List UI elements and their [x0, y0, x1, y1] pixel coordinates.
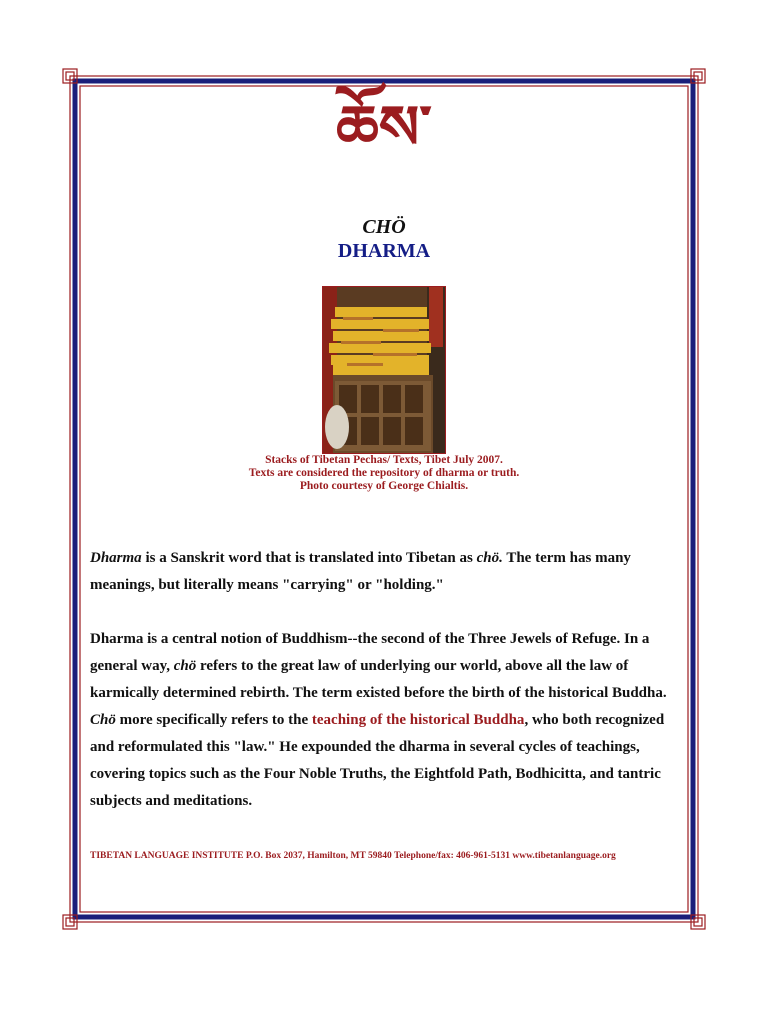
text-span: Dharma is a central notion of Buddhism--the second of the Three Jewels of Refuge. In a general way, — [90, 631, 650, 674]
title-transliteration: CHÖ — [362, 216, 406, 238]
article-body — [90, 545, 680, 815]
text-span: more specifically refers to the — [115, 712, 312, 728]
term-cho: chö. — [476, 550, 503, 566]
pechas-photo — [322, 286, 446, 454]
pechas-photo-image — [323, 287, 446, 454]
paragraph-notion — [90, 626, 680, 815]
footer-contact: TIBETAN LANGUAGE INSTITUTE P.O. Box 2037, Hamilton, MT 59840 Telephone/fax: 406-961-5131 www.tibetanlanguage.org — [90, 851, 616, 861]
text-span: The term has many meanings, but literally means "carrying" or "holding." — [90, 550, 631, 593]
teaching-link[interactable]: teaching of the historical Buddha — [311, 712, 525, 728]
paragraph-definition — [90, 545, 680, 599]
term-cho: Chö — [90, 712, 116, 728]
text-span: refers to the great law of underlying our world, above all the law of karmically determined rebirth. The term existed before the birth of the historical Buddha. — [90, 658, 667, 701]
term-cho: chö — [173, 658, 197, 674]
text-span: is a Sanskrit word that is translated into Tibetan as — [141, 550, 477, 566]
caption-line: Photo courtesy of George Chialtis. — [299, 480, 469, 492]
page-title: DHARMA — [337, 240, 431, 262]
caption-line: Texts are considered the repository of dharma or truth. — [248, 467, 520, 479]
caption-line: Stacks of Tibetan Pechas/ Texts, Tibet July 2007. — [265, 454, 503, 466]
term-dharma: Dharma — [90, 550, 142, 566]
photo-caption — [0, 454, 768, 493]
text-span: , who both recognized and reformulated this "law." He expounded the dharma in several cycles of teachings, covering topics such as the Four Noble Truths, the Eightfold Path, Bodhicitta, and tantric subjects and meditations. — [90, 712, 665, 809]
tibetan-word: ཆོས་ — [336, 93, 432, 163]
